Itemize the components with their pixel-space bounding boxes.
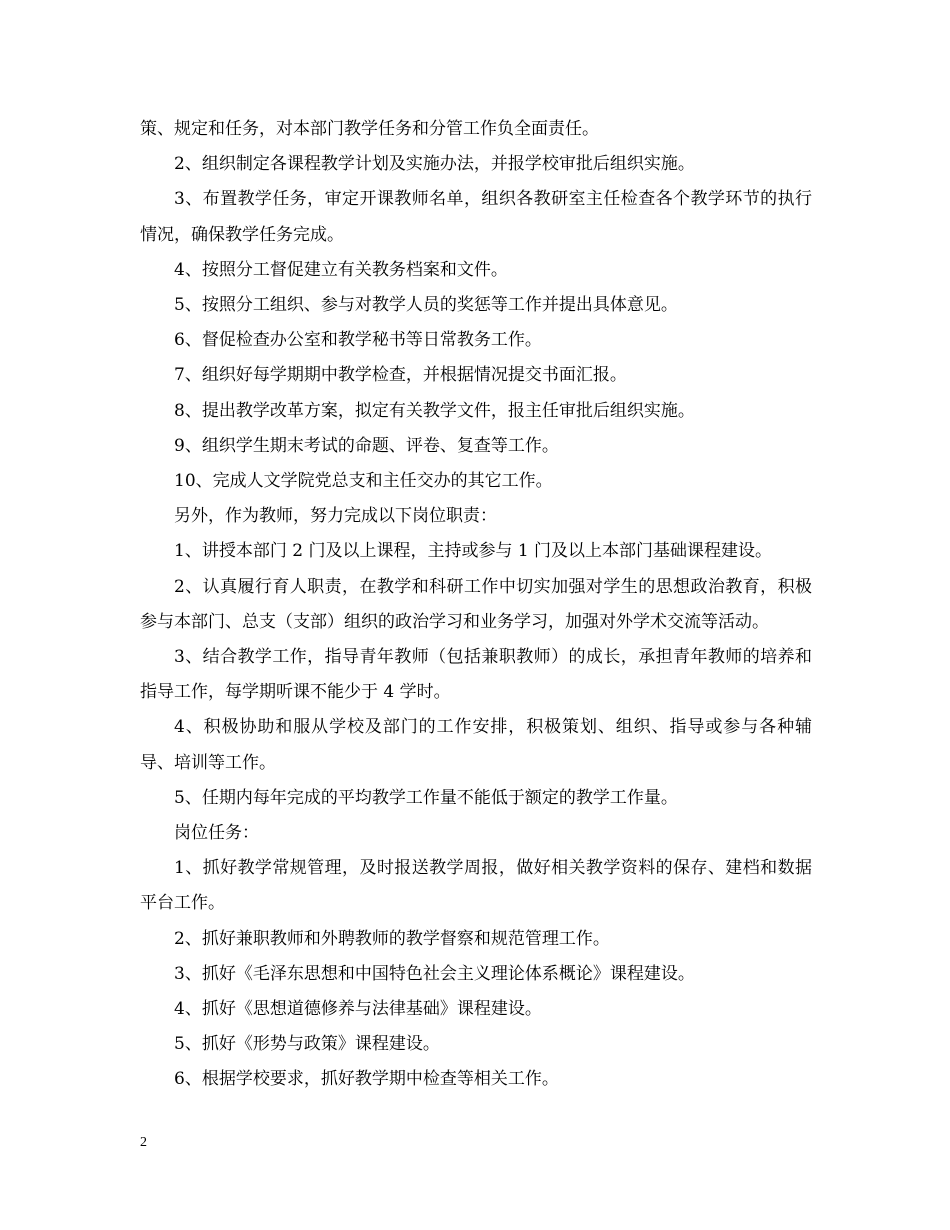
document-body — [140, 112, 812, 1098]
paragraph-19: 3、抓好《毛泽东思想和中国特色社会主义理论体系概论》课程建设。 — [174, 963, 695, 984]
paragraph-22: 6、根据学校要求，抓好教学期中检查等相关工作。 — [174, 1069, 559, 1090]
paragraph-21: 5、抓好《形势与政策》课程建设。 — [174, 1034, 440, 1055]
paragraph-10: 另外，作为教师，努力完成以下岗位职责： — [174, 506, 497, 527]
paragraph-9: 10、完成人文学院党总支和主任交办的其它工作。 — [174, 471, 553, 492]
paragraph-15: 5、任期内每年完成的平均教学工作量不能低于额定的教学工作量。 — [174, 787, 678, 808]
paragraph-7: 8、提出教学改革方案，拟定有关教学文件，报主任审批后组织实施。 — [174, 400, 695, 421]
paragraph-3: 4、按照分工督促建立有关教务档案和文件。 — [174, 259, 508, 280]
paragraph-14: 4、积极协助和服从学校及部门的工作安排，积极策划、组织、指导或参与各种辅导、培训等工作。 — [140, 717, 812, 773]
page-number: 2 — [140, 1135, 147, 1150]
paragraph-0: 策、规定和任务，对本部门教学任务和分管工作负全面责任。 — [140, 119, 599, 139]
paragraph-6: 7、组织好每学期期中教学检查，并根据情况提交书面汇报。 — [174, 365, 627, 386]
paragraph-4: 5、按照分工组织、参与对教学人员的奖惩等工作并提出具体意见。 — [174, 295, 678, 316]
paragraph-8: 9、组织学生期末考试的命题、评卷、复查等工作。 — [174, 435, 559, 456]
paragraph-13: 3、结合教学工作，指导青年教师（包括兼职教师）的成长，承担青年教师的培养和指导工作，每学期听课不能少于 4 学时。 — [140, 647, 812, 703]
paragraph-12: 2、认真履行育人职责，在教学和科研工作中切实加强对学生的思想政治教育，积极参与本部门、总支（支部）组织的政治学习和业务学习，加强对外学术交流等活动。 — [140, 576, 812, 632]
paragraph-20: 4、抓好《思想道德修养与法律基础》课程建设。 — [174, 999, 542, 1020]
paragraph-2: 3、布置教学任务，审定开课教师名单，组织各教研室主任检查各个教学环节的执行情况，确保教学任务完成。 — [140, 189, 812, 245]
paragraph-11: 1、讲授本部门 2 门及以上课程，主持或参与 1 门及以上本部门基础课程建设。 — [174, 541, 773, 562]
paragraph-16: 岗位任务： — [174, 823, 259, 844]
paragraph-18: 2、抓好兼职教师和外聘教师的教学督察和规范管理工作。 — [174, 928, 610, 949]
paragraph-5: 6、督促检查办公室和教学秘书等日常教务工作。 — [174, 330, 542, 351]
paragraph-1: 2、组织制定各课程教学计划及实施办法，并报学校审批后组织实施。 — [174, 154, 695, 175]
paragraph-17: 1、抓好教学常规管理，及时报送教学周报，做好相关教学资料的保存、建档和数据平台工作。 — [140, 858, 812, 914]
